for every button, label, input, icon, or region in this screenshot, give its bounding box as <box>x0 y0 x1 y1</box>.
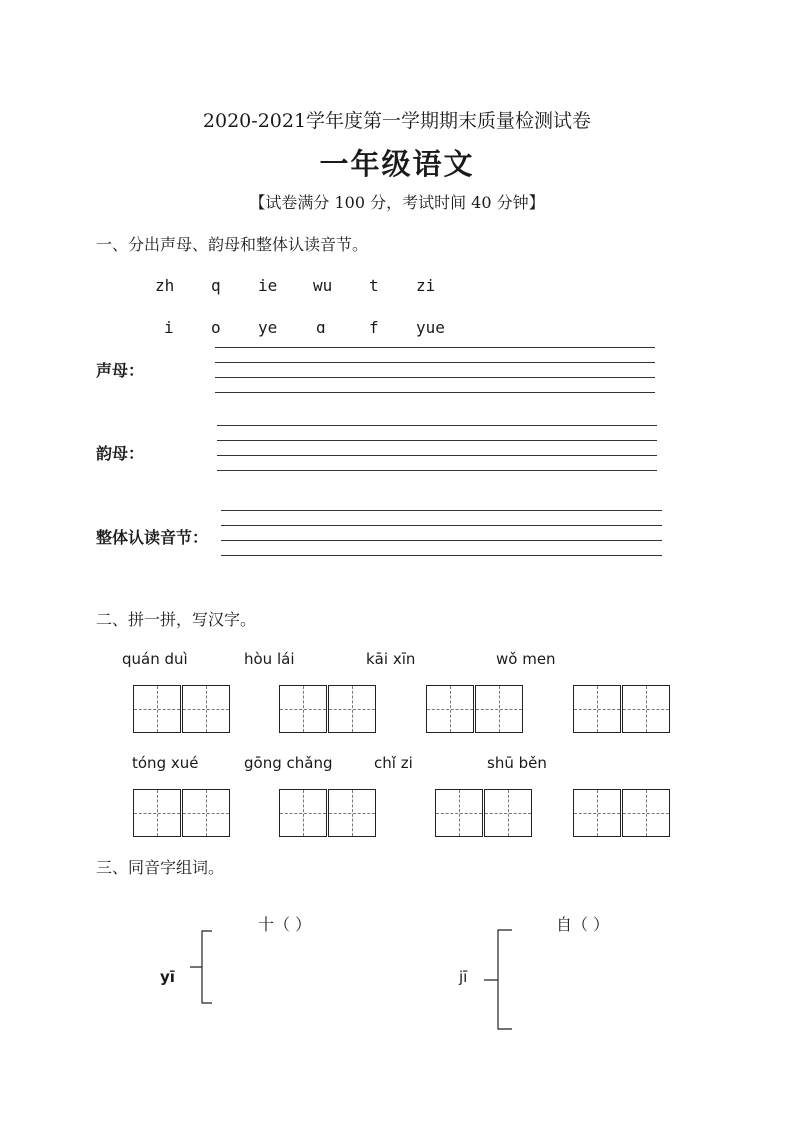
pinyin-word: quán duì <box>122 650 188 668</box>
pinyin-item: yue <box>416 318 445 337</box>
pinyin-item: ye <box>258 318 278 337</box>
writing-cell[interactable] <box>573 789 621 837</box>
answer-line[interactable] <box>221 525 662 526</box>
pinyin-ji: jī <box>459 968 468 986</box>
pinyin-item: wu <box>313 276 333 295</box>
writing-cell[interactable] <box>328 789 376 837</box>
pinyin-word: wǒ men <box>496 650 556 668</box>
pinyin-item: ɑ <box>316 318 326 337</box>
writing-cell[interactable] <box>622 789 670 837</box>
yunmu-label: 韵母： <box>96 444 145 463</box>
writing-cell[interactable] <box>426 685 474 733</box>
writing-cell[interactable] <box>182 685 230 733</box>
writing-cell[interactable] <box>622 685 670 733</box>
brace-icon <box>480 927 516 1033</box>
answer-line[interactable] <box>217 440 657 441</box>
answer-line[interactable] <box>215 362 655 363</box>
pinyin-word: hòu lái <box>244 650 295 668</box>
pinyin-word: chǐ zi <box>374 754 413 772</box>
pinyin-word: shū běn <box>487 754 547 772</box>
pinyin-item: f <box>369 318 379 337</box>
answer-line[interactable] <box>215 377 655 378</box>
section2-heading: 二、拼一拼，写汉字。 <box>96 610 257 629</box>
answer-line[interactable] <box>215 392 655 393</box>
writing-cell[interactable] <box>484 789 532 837</box>
pinyin-yi: yī <box>160 968 175 986</box>
answer-line[interactable] <box>217 455 657 456</box>
page-title: 一年级语文 <box>319 147 475 181</box>
word-blank[interactable]: 自（ ） <box>556 915 610 934</box>
pinyin-item: zi <box>416 276 436 295</box>
pinyin-item: zh <box>155 276 175 295</box>
pinyin-word: gōng chǎng <box>244 754 333 772</box>
pinyin-item: ie <box>258 276 278 295</box>
pinyin-item: t <box>369 276 379 295</box>
pinyin-word: tóng xué <box>132 754 199 772</box>
writing-cell[interactable] <box>133 685 181 733</box>
writing-cell[interactable] <box>279 789 327 837</box>
pinyin-item: o <box>211 318 221 337</box>
answer-line[interactable] <box>215 347 655 348</box>
writing-cell[interactable] <box>279 685 327 733</box>
writing-cell[interactable] <box>573 685 621 733</box>
pinyin-item: q <box>211 276 221 295</box>
pinyin-item: i <box>164 318 174 337</box>
exam-info: 【试卷满分 100 分，考试时间 40 分钟】 <box>249 193 545 212</box>
writing-cell[interactable] <box>182 789 230 837</box>
writing-cell[interactable] <box>328 685 376 733</box>
section3-heading: 三、同音字组词。 <box>96 858 225 877</box>
answer-line[interactable] <box>221 510 662 511</box>
writing-cell[interactable] <box>435 789 483 837</box>
writing-cell[interactable] <box>133 789 181 837</box>
writing-cell[interactable] <box>475 685 523 733</box>
answer-line[interactable] <box>217 425 657 426</box>
answer-line[interactable] <box>221 540 662 541</box>
answer-line[interactable] <box>221 555 662 556</box>
shengmu-label: 声母： <box>96 361 145 380</box>
brace-icon <box>186 928 216 1006</box>
word-blank[interactable]: 十（ ） <box>258 915 312 934</box>
answer-line[interactable] <box>217 470 657 471</box>
zhengti-label: 整体认读音节： <box>96 528 209 547</box>
exam-header: 2020-2021学年度第一学期期末质量检测试卷 <box>202 110 592 132</box>
section1-heading: 一、分出声母、韵母和整体认读音节。 <box>96 235 369 254</box>
pinyin-word: kāi xīn <box>366 650 416 668</box>
